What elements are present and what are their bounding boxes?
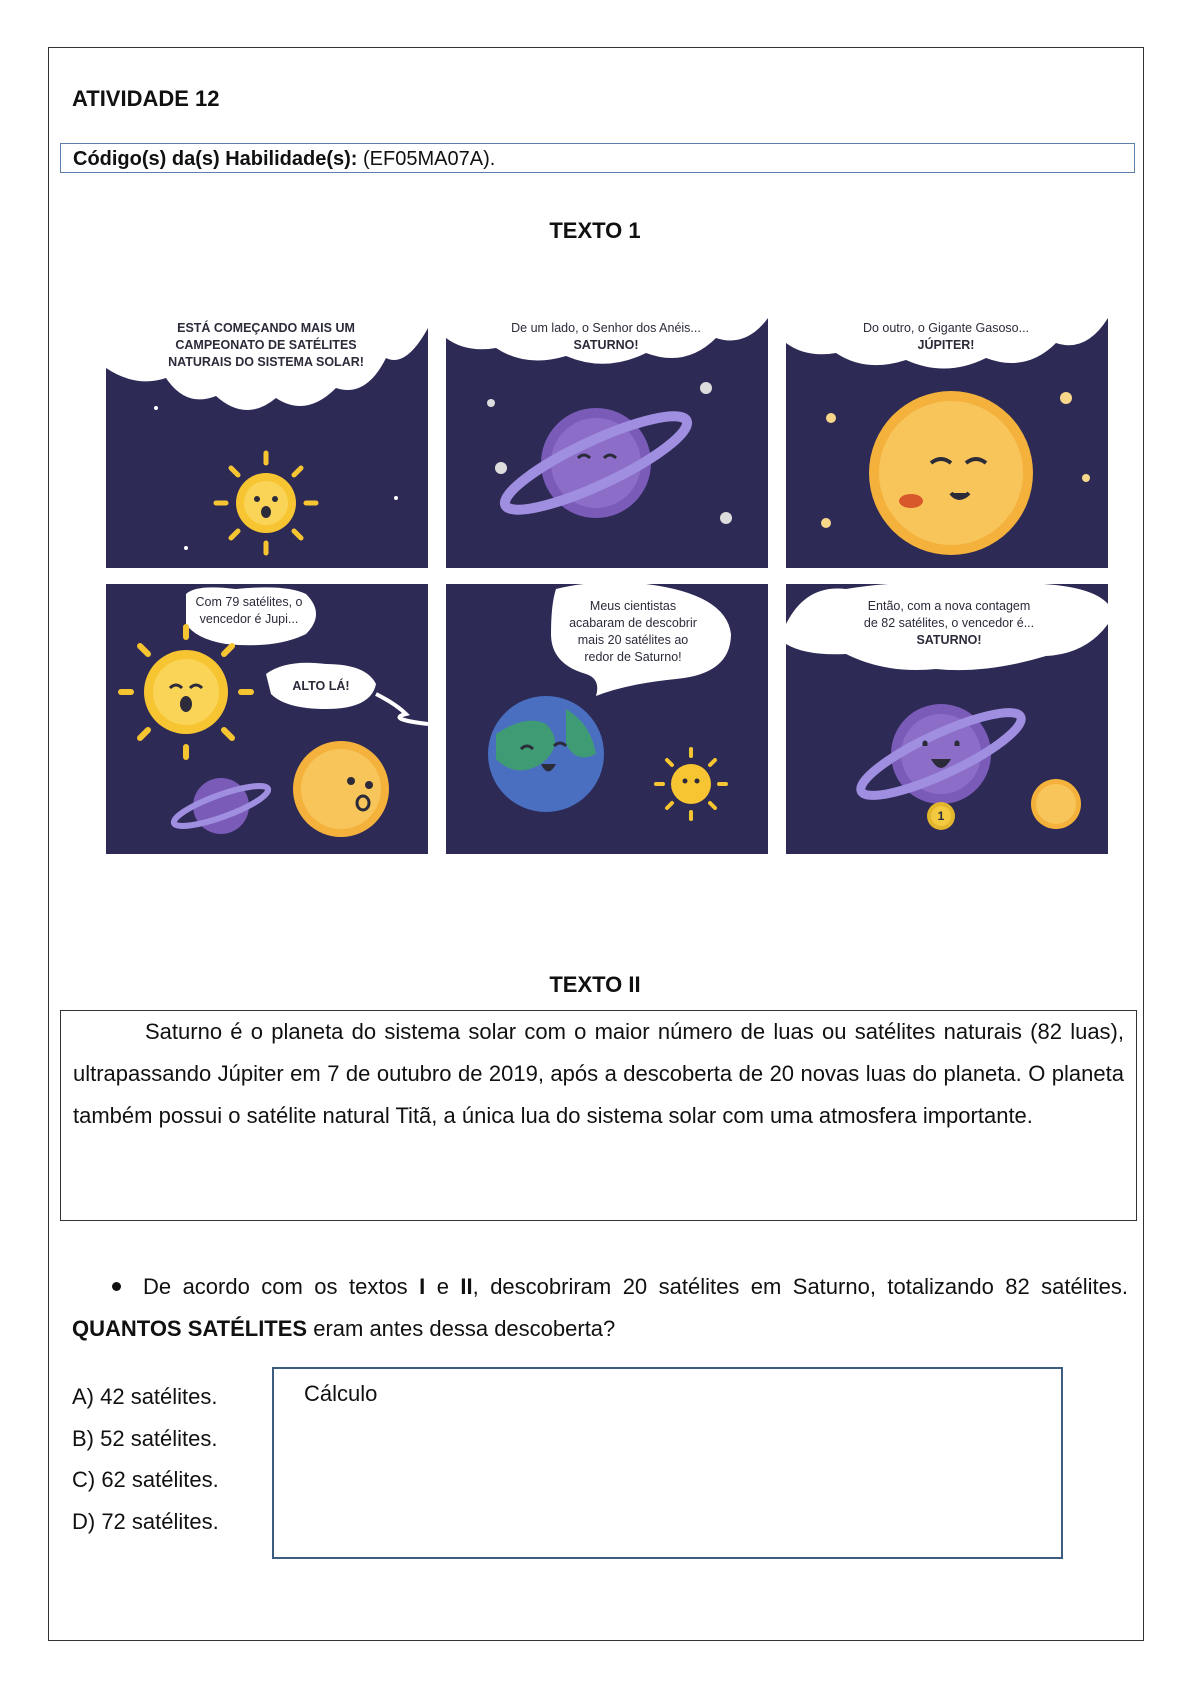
comic-panel-3: [786, 298, 1108, 568]
comic-panel-4: [106, 584, 428, 854]
earth-icon: [488, 696, 604, 812]
panel4-line1: Com 79 satélites, o: [195, 595, 303, 609]
sun-icon: [216, 453, 316, 553]
text2-heading: TEXTO II: [549, 972, 641, 997]
text2-box: [60, 1010, 1137, 1221]
panel5-line3: mais 20 satélites ao: [577, 633, 689, 647]
sun-icon: [656, 749, 726, 819]
text1-heading: TEXTO 1: [549, 218, 641, 243]
panel1-line3: NATURAIS DO SISTEMA SOLAR!: [168, 355, 364, 369]
saturn-icon: [496, 401, 696, 525]
panel3-line2: JÚPITER!: [917, 338, 975, 352]
comic-panel-6: [786, 584, 1108, 854]
jupiter-icon: [1031, 779, 1081, 829]
panel3-line1: Do outro, o Gigante Gasoso...: [862, 321, 1030, 335]
panel4-shout: ALTO LÁ!: [292, 679, 350, 693]
comic-panel-5: [446, 584, 768, 854]
answer-options: [72, 1376, 219, 1542]
panel2-line1: De um lado, o Senhor dos Anéis...: [511, 321, 701, 335]
sun-icon: [121, 627, 251, 757]
comic-panel-1: [106, 298, 428, 568]
jupiter-icon: [293, 741, 389, 837]
calculation-box[interactable]: [272, 1367, 1063, 1559]
panel1-line1: ESTÁ COMEÇANDO MAIS UM: [177, 321, 355, 335]
jupiter-icon: [869, 391, 1033, 555]
panel5-line1: Meus cientistas: [589, 599, 677, 613]
text2-body: Saturno é o planeta do sistema solar com o maior número de luas ou satélites naturais (82 luas), ultrapassando Júpiter em 7 de outubro de 2019, após a descoberta de 20 novas luas do planeta. O planeta também possui o satélite natural Titã, a única lua do sistema solar com uma atmosfera importante.: [73, 1019, 1124, 1128]
panel2-line2: SATURNO!: [573, 338, 639, 352]
comic-strip: [106, 298, 1108, 854]
question: De acordo com os textos I e II, descobriram 20 satélites em Saturno, totalizando 82 satélites. QUANTOS SATÉLITES eram antes dessa descoberta?: [72, 1274, 1128, 1341]
option-a[interactable]: A) 42 satélites.: [72, 1384, 218, 1409]
activity-title: ATIVIDADE 12: [72, 86, 220, 111]
option-c[interactable]: C) 62 satélites.: [72, 1467, 219, 1492]
panel6-line3: SATURNO!: [916, 633, 982, 647]
skill-code-box: [60, 143, 1135, 173]
panel4-line2: vencedor é Jupi...: [199, 612, 299, 626]
panel6-line1: Então, com a nova contagem: [867, 599, 1031, 613]
medal-number: 1: [937, 809, 945, 823]
comic-panel-2: [446, 298, 768, 568]
saturn-icon: [853, 699, 1029, 810]
panel1-line2: CAMPEONATO DE SATÉLITES: [175, 338, 357, 352]
option-b[interactable]: B) 52 satélites.: [72, 1425, 218, 1451]
panel5-line4: redor de Saturno!: [584, 650, 682, 664]
panel6-line2: de 82 satélites, o vencedor é...: [863, 616, 1035, 630]
calculation-label: Cálculo: [304, 1381, 378, 1406]
panel5-line2: acabaram de descobrir: [569, 616, 697, 630]
option-d[interactable]: D) 72 satélites.: [72, 1508, 219, 1534]
skill-code: (EF05MA07A).: [363, 148, 496, 170]
skill-label: Código(s) da(s) Habilidade(s):: [73, 148, 358, 170]
bullet-icon: [112, 1282, 121, 1291]
saturn-icon: [170, 778, 271, 834]
